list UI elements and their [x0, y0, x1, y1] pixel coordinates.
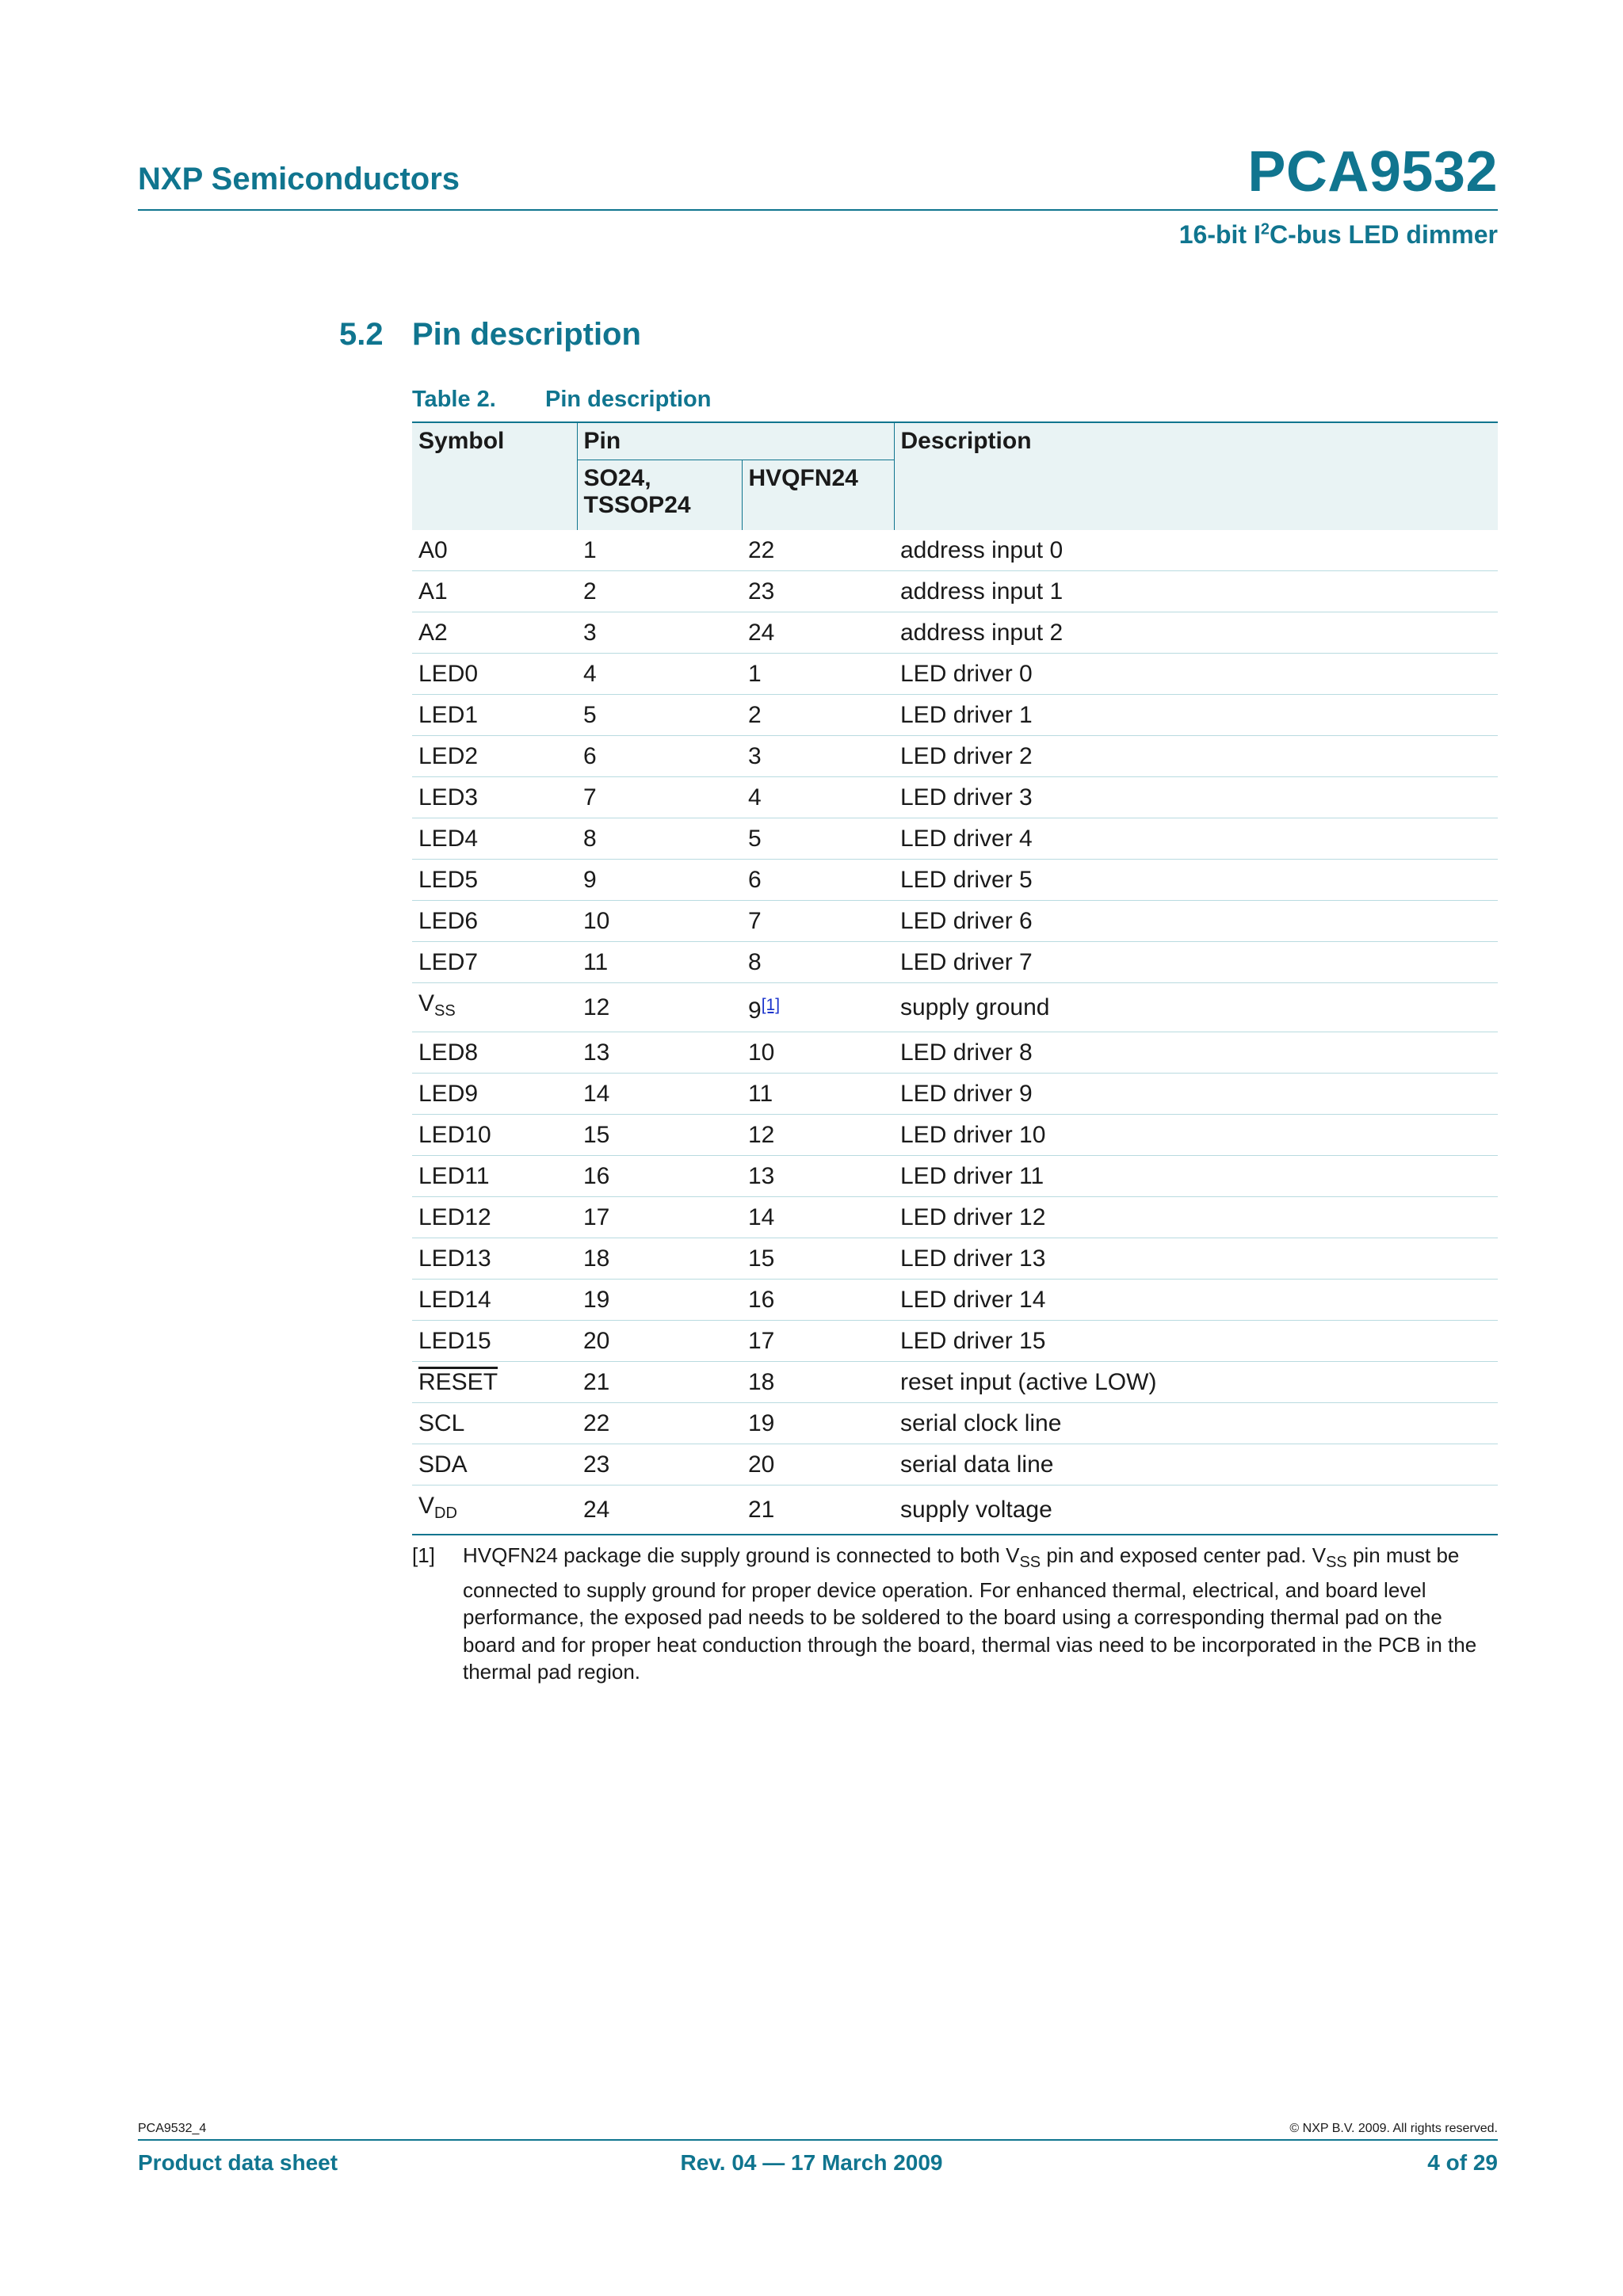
table-row	[412, 983, 1498, 1032]
table-caption-label: Table 2.	[412, 387, 496, 412]
cell-description: LED driver 15	[894, 1321, 1498, 1362]
cell-hvqfn24-pin	[742, 1403, 894, 1444]
cell-symbol	[412, 1362, 577, 1403]
cell-description: address input 1	[894, 571, 1498, 612]
cell-description: LED driver 12	[894, 1197, 1498, 1238]
cell-description: LED driver 11	[894, 1156, 1498, 1197]
cell-symbol	[412, 1115, 577, 1156]
footnote-subscript: SS	[1019, 1554, 1041, 1571]
cell-hvqfn24-pin	[742, 530, 894, 571]
footer-page-number: 4 of 29	[1427, 2150, 1498, 2175]
cell-so24-pin: 14	[577, 1074, 742, 1115]
cell-so24-pin: 6	[577, 736, 742, 777]
hvqfn-pin-text: 9	[748, 997, 762, 1024]
cell-hvqfn24-pin	[742, 1238, 894, 1280]
cell-hvqfn24-pin	[742, 777, 894, 818]
table-row	[412, 1444, 1498, 1486]
cell-so24-pin: 16	[577, 1156, 742, 1197]
cell-description: LED driver 4	[894, 818, 1498, 860]
table-row	[412, 571, 1498, 612]
cell-description: serial data line	[894, 1444, 1498, 1486]
symbol-text: LED11	[418, 1163, 490, 1189]
cell-hvqfn24-pin	[742, 612, 894, 654]
table-row	[412, 695, 1498, 736]
cell-so24-pin: 20	[577, 1321, 742, 1362]
cell-so24-pin: 5	[577, 695, 742, 736]
hvqfn-pin-text: 5	[748, 826, 762, 852]
hvqfn-pin-text: 4	[748, 784, 762, 810]
table-row	[412, 901, 1498, 942]
cell-symbol	[412, 860, 577, 901]
symbol-text: LED12	[418, 1204, 491, 1230]
table-row	[412, 1486, 1498, 1535]
hvqfn-pin-text: 21	[748, 1497, 775, 1523]
cell-description: LED driver 2	[894, 736, 1498, 777]
symbol-text: LED3	[418, 784, 479, 810]
symbol-text: LED4	[418, 826, 479, 852]
symbol-text: LED14	[418, 1287, 491, 1313]
cell-so24-pin: 2	[577, 571, 742, 612]
cell-hvqfn24-pin	[742, 860, 894, 901]
cell-hvqfn24-pin	[742, 1156, 894, 1197]
header-so24-line1: SO24,	[583, 465, 651, 491]
cell-hvqfn24-pin	[742, 1486, 894, 1535]
table-header-row	[412, 422, 1498, 460]
cell-symbol	[412, 1280, 577, 1321]
cell-so24-pin: 11	[577, 942, 742, 983]
cell-so24-pin: 9	[577, 860, 742, 901]
cell-hvqfn24-pin	[742, 901, 894, 942]
cell-symbol	[412, 695, 577, 736]
header-hvqfn24: HVQFN24	[742, 460, 894, 531]
table-row	[412, 1074, 1498, 1115]
hvqfn-pin-text: 8	[748, 949, 762, 975]
cell-hvqfn24-pin	[742, 818, 894, 860]
cell-so24-pin: 12	[577, 983, 742, 1032]
cell-description: address input 0	[894, 530, 1498, 571]
footnote-mark: [1]	[412, 1543, 435, 1567]
symbol-text: SDA	[418, 1451, 468, 1478]
subtitle-post: C-bus LED dimmer	[1269, 220, 1498, 249]
footnote-text-part: pin must be connected to supply ground for proper device operation. For enhanced thermal, electrical, and board level performance, the exposed pad needs to be soldered to the board using a corresponding thermal pad on the board and for proper heat conduction through the board, thermal vias need to be incorporated in the PCB in the thermal pad region.	[463, 1543, 1477, 1684]
table-row	[412, 1321, 1498, 1362]
cell-description: LED driver 10	[894, 1115, 1498, 1156]
cell-hvqfn24-pin	[742, 1444, 894, 1486]
cell-so24-pin: 7	[577, 777, 742, 818]
cell-so24-pin: 21	[577, 1362, 742, 1403]
hvqfn-pin-text: 6	[748, 867, 762, 893]
hvqfn-pin-text: 7	[748, 908, 762, 934]
cell-hvqfn24-pin	[742, 1032, 894, 1074]
symbol-text: LED2	[418, 743, 479, 769]
cell-symbol	[412, 777, 577, 818]
header-description: Description	[894, 422, 1498, 530]
cell-description: supply voltage	[894, 1486, 1498, 1535]
table-body	[412, 530, 1498, 1535]
section-number: 5.2	[339, 317, 384, 352]
hvqfn-pin-text: 18	[748, 1369, 775, 1395]
cell-so24-pin: 22	[577, 1403, 742, 1444]
cell-so24-pin: 4	[577, 654, 742, 695]
cell-so24-pin: 10	[577, 901, 742, 942]
symbol-text: LED8	[418, 1039, 479, 1066]
cell-symbol	[412, 1074, 577, 1115]
cell-hvqfn24-pin	[742, 1074, 894, 1115]
footer-divider	[138, 2139, 1498, 2141]
symbol-subscript: SS	[434, 1002, 456, 1020]
cell-symbol	[412, 983, 577, 1032]
footnote-text-part: pin and exposed center pad. V	[1041, 1543, 1327, 1567]
cell-symbol	[412, 1444, 577, 1486]
cell-hvqfn24-pin	[742, 571, 894, 612]
subtitle-superscript: 2	[1260, 220, 1270, 238]
cell-hvqfn24-pin	[742, 654, 894, 695]
cell-description: reset input (active LOW)	[894, 1362, 1498, 1403]
footer-revision: Rev. 04 — 17 March 2009	[680, 2150, 943, 2175]
table-row	[412, 1238, 1498, 1280]
cell-hvqfn24-pin	[742, 736, 894, 777]
cell-hvqfn24-pin	[742, 983, 894, 1032]
hvqfn-pin-text: 11	[748, 1081, 773, 1107]
table-row	[412, 736, 1498, 777]
cell-description: LED driver 9	[894, 1074, 1498, 1115]
cell-description: serial clock line	[894, 1403, 1498, 1444]
cell-symbol	[412, 942, 577, 983]
header-so24	[577, 460, 742, 531]
cell-so24-pin: 23	[577, 1444, 742, 1486]
hvqfn-pin-text: 13	[748, 1163, 775, 1189]
cell-description: address input 2	[894, 612, 1498, 654]
table-caption	[412, 387, 711, 413]
cell-symbol	[412, 1197, 577, 1238]
cell-so24-pin: 13	[577, 1032, 742, 1074]
symbol-text: V	[418, 1493, 435, 1519]
footer-document-type: Product data sheet	[138, 2150, 338, 2175]
table-row	[412, 1197, 1498, 1238]
cell-symbol	[412, 1238, 577, 1280]
symbol-text: V	[418, 990, 435, 1016]
table-footnote	[412, 1542, 1498, 1686]
cell-description: LED driver 5	[894, 860, 1498, 901]
cell-so24-pin: 8	[577, 818, 742, 860]
cell-hvqfn24-pin	[742, 1115, 894, 1156]
header-divider	[138, 209, 1498, 211]
pin-description-table	[412, 421, 1498, 1535]
symbol-text: A1	[418, 578, 448, 605]
hvqfn-pin-text: 10	[748, 1039, 775, 1066]
cell-symbol	[412, 571, 577, 612]
footnote-text-part: HVQFN24 package die supply ground is connected to both V	[463, 1543, 1020, 1567]
symbol-text: SCL	[418, 1410, 465, 1436]
cell-symbol	[412, 1321, 577, 1362]
footnote-subscript: SS	[1326, 1554, 1347, 1571]
hvqfn-pin-text: 3	[748, 743, 762, 769]
table-row	[412, 1280, 1498, 1321]
cell-so24-pin: 19	[577, 1280, 742, 1321]
symbol-text: LED5	[418, 867, 479, 893]
hvqfn-pin-text: 22	[748, 537, 775, 563]
section-title: Pin description	[412, 317, 641, 352]
cell-description: LED driver 14	[894, 1280, 1498, 1321]
cell-symbol	[412, 1032, 577, 1074]
footnote-reference-link[interactable]: [1]	[761, 995, 781, 1014]
product-name: PCA9532	[1247, 140, 1498, 204]
symbol-text: RESET	[418, 1369, 498, 1395]
cell-so24-pin: 3	[577, 612, 742, 654]
table-row	[412, 1403, 1498, 1444]
symbol-subscript: DD	[434, 1505, 457, 1522]
table-row	[412, 654, 1498, 695]
table-row	[412, 1362, 1498, 1403]
cell-description: LED driver 13	[894, 1238, 1498, 1280]
table-row	[412, 1115, 1498, 1156]
hvqfn-pin-text: 15	[748, 1245, 775, 1272]
cell-so24-pin: 1	[577, 530, 742, 571]
cell-hvqfn24-pin	[742, 1362, 894, 1403]
table-row	[412, 777, 1498, 818]
symbol-text: LED10	[418, 1122, 491, 1148]
table-row	[412, 530, 1498, 571]
cell-description: LED driver 7	[894, 942, 1498, 983]
cell-hvqfn24-pin	[742, 1280, 894, 1321]
header-so24-line2: TSSOP24	[583, 492, 691, 518]
cell-hvqfn24-pin	[742, 1321, 894, 1362]
symbol-text: LED0	[418, 661, 479, 687]
cell-description: LED driver 8	[894, 1032, 1498, 1074]
cell-symbol	[412, 1156, 577, 1197]
symbol-text: LED1	[418, 702, 479, 728]
hvqfn-pin-text: 16	[748, 1287, 775, 1313]
hvqfn-pin-text: 12	[748, 1122, 775, 1148]
table-row	[412, 860, 1498, 901]
cell-so24-pin: 17	[577, 1197, 742, 1238]
symbol-text: LED13	[418, 1245, 491, 1272]
hvqfn-pin-text: 14	[748, 1204, 775, 1230]
cell-description: LED driver 6	[894, 901, 1498, 942]
section-heading	[339, 317, 641, 353]
cell-symbol	[412, 901, 577, 942]
company-name: NXP Semiconductors	[138, 162, 460, 196]
cell-symbol	[412, 818, 577, 860]
table-row	[412, 612, 1498, 654]
hvqfn-pin-text: 19	[748, 1410, 775, 1436]
symbol-text: LED15	[418, 1328, 491, 1354]
cell-symbol	[412, 654, 577, 695]
symbol-text: LED7	[418, 949, 479, 975]
table-caption-title: Pin description	[545, 387, 712, 412]
footnote-text	[463, 1542, 1498, 1686]
cell-description: LED driver 1	[894, 695, 1498, 736]
cell-symbol	[412, 1403, 577, 1444]
header-pin: Pin	[577, 422, 894, 460]
document-id: PCA9532_4	[138, 2122, 207, 2135]
cell-hvqfn24-pin	[742, 942, 894, 983]
symbol-text: LED9	[418, 1081, 479, 1107]
cell-description: supply ground	[894, 983, 1498, 1032]
hvqfn-pin-text: 17	[748, 1328, 775, 1354]
cell-so24-pin: 15	[577, 1115, 742, 1156]
cell-symbol	[412, 612, 577, 654]
table-row	[412, 818, 1498, 860]
cell-description: LED driver 0	[894, 654, 1498, 695]
cell-hvqfn24-pin	[742, 695, 894, 736]
symbol-text: A0	[418, 537, 448, 563]
hvqfn-pin-text: 20	[748, 1451, 775, 1478]
hvqfn-pin-text: 24	[748, 620, 775, 646]
subtitle-pre: 16-bit I	[1178, 220, 1261, 249]
table-row	[412, 1032, 1498, 1074]
table-row	[412, 1156, 1498, 1197]
symbol-text: A2	[418, 620, 448, 646]
cell-so24-pin: 24	[577, 1486, 742, 1535]
symbol-text: LED6	[418, 908, 479, 934]
hvqfn-pin-text: 2	[748, 702, 762, 728]
document-subtitle	[1179, 220, 1498, 250]
cell-symbol	[412, 530, 577, 571]
hvqfn-pin-text: 1	[748, 661, 762, 687]
hvqfn-pin-text: 23	[748, 578, 775, 605]
cell-symbol	[412, 736, 577, 777]
cell-so24-pin: 18	[577, 1238, 742, 1280]
cell-hvqfn24-pin	[742, 1197, 894, 1238]
cell-description: LED driver 3	[894, 777, 1498, 818]
table-row	[412, 942, 1498, 983]
copyright-notice: © NXP B.V. 2009. All rights reserved.	[1289, 2122, 1498, 2135]
cell-symbol	[412, 1486, 577, 1535]
header-symbol: Symbol	[412, 422, 577, 530]
